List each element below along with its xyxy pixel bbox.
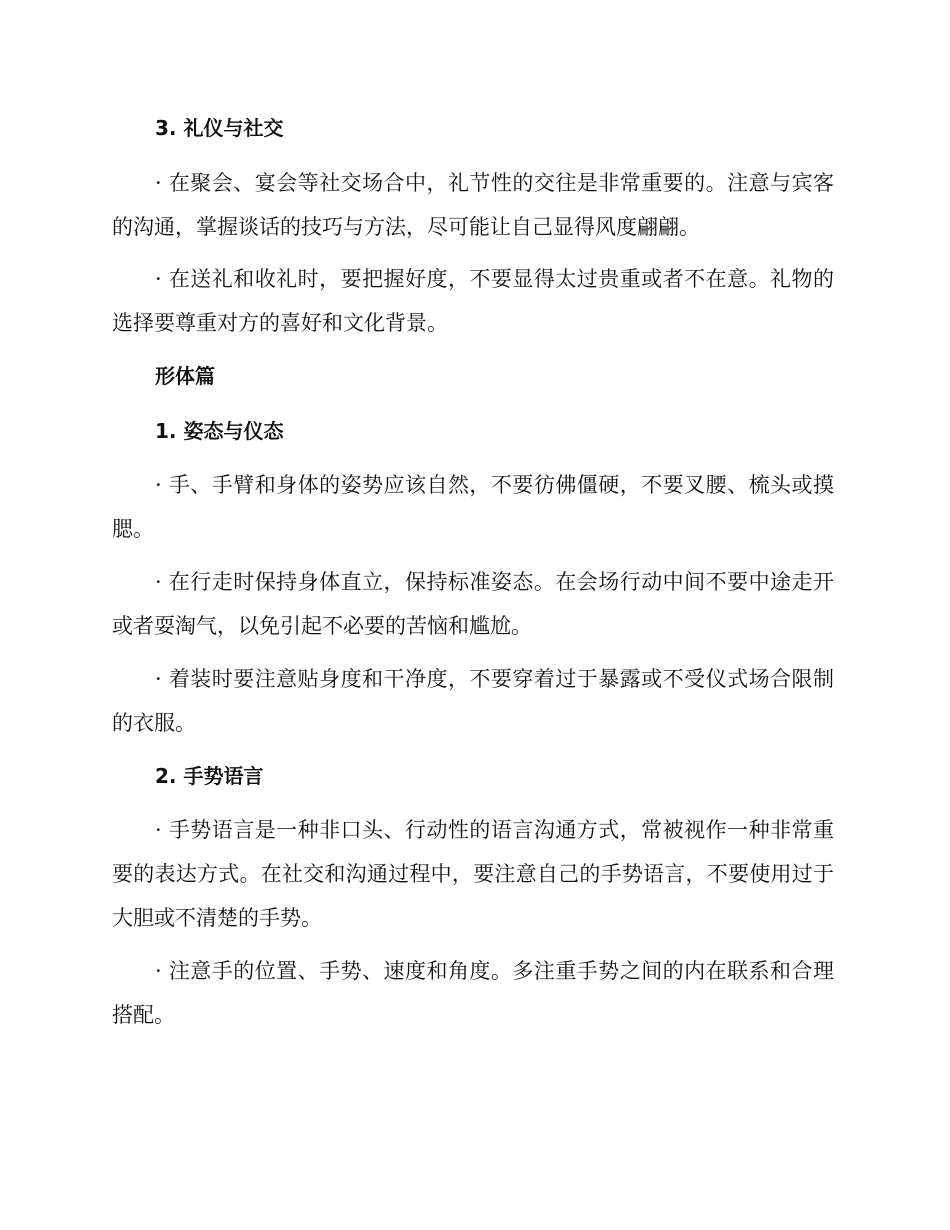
paragraph-posture-natural: · 手、手臂和身体的姿势应该自然，不要彷佛僵硬，不要叉腰、梳头或摸腮。 (112, 473, 834, 541)
chapter-heading-body: 形体篇 (155, 364, 215, 388)
section-heading-gesture: 2. 手势语言 (155, 764, 264, 788)
section-heading-posture: 1. 姿态与仪态 (155, 419, 284, 443)
paragraph-gift-giving: · 在送礼和收礼时，要把握好度，不要显得太过贵重或者不在意。礼物的选择要尊重对方的喜好和文化背景。 (112, 267, 834, 335)
paragraph-hand-position: · 注意手的位置、手势、速度和角度。多注重手势之间的内在联系和合理搭配。 (112, 959, 834, 1027)
paragraph-walking: · 在行走时保持身体直立，保持标准姿态。在会场行动中间不要中途走开或者耍淘气，以免引起不必要的苦恼和尴尬。 (112, 570, 834, 638)
paragraph-social-occasions: · 在聚会、宴会等社交场合中，礼节性的交往是非常重要的。注意与宾客的沟通，掌握谈话的技巧与方法，尽可能让自己显得风度翩翩。 (112, 171, 834, 239)
section-heading-etiquette-social: 3. 礼仪与社交 (155, 116, 284, 140)
paragraph-dress: · 着装时要注意贴身度和干净度，不要穿着过于暴露或不受仪式场合限制的衣服。 (112, 667, 834, 735)
paragraph-gesture-language: · 手势语言是一种非口头、行动性的语言沟通方式，常被视作一种非常重要的表达方式。在社交和沟通过程中，要注意自己的手势语言，不要使用过于大胆或不清楚的手势。 (112, 818, 834, 930)
